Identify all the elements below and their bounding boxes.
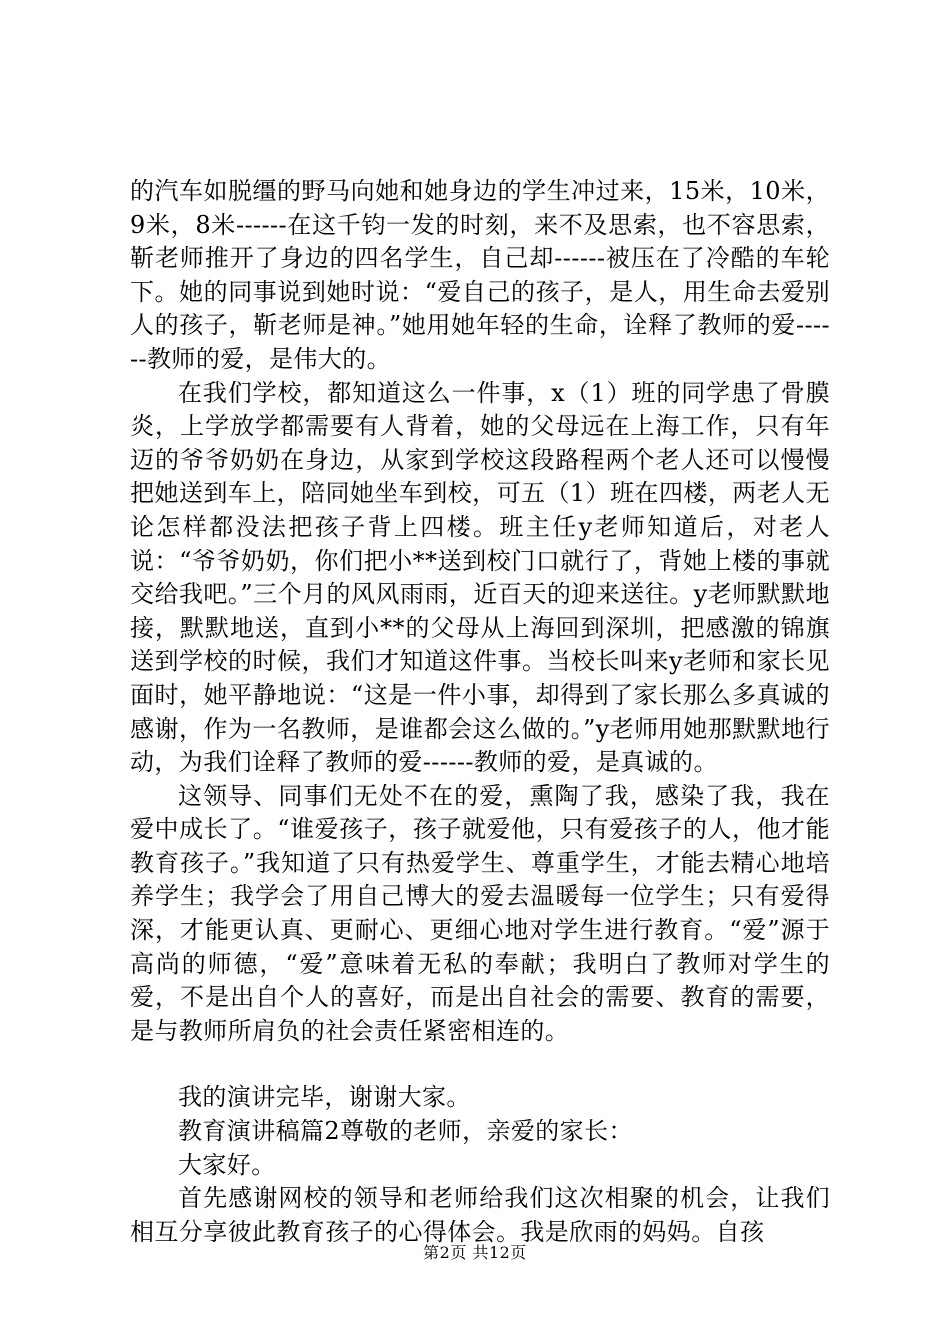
paragraph-reflection: 这领导、同事们无处不在的爱，熏陶了我，感染了我，我在爱中成长了。“谁爱孩子，孩子就爱他，只有爱孩子的人，他才能教育孩子。”我知道了只有热爱学生、尊重学生，才能去精心地培养学生；我学会了用自己博大的爱去温暖每一位学生；只有爱得深，才能更认真、更耐心、更细心地对学生进行教育。“爱”源于高尚的师德，“爱”意味着无私的奉献；我明白了教师对学生的爱，不是出自个人的喜好，而是出自社会的需要、教育的需要，是与教师所肩负的社会责任紧密相连的。 <box>130 781 830 1045</box>
paragraph-opening: 首先感谢网校的领导和老师给我们这次相聚的机会，让我们相互分享彼此教育孩子的心得体会。我是欣雨的妈妈。自孩 <box>130 1184 830 1246</box>
section-heading: 教育演讲稿篇2尊敬的老师，亲爱的家长： <box>178 1117 633 1146</box>
closing-line: 我的演讲完毕，谢谢大家。 <box>178 1083 471 1112</box>
greeting-line: 大家好。 <box>178 1150 276 1179</box>
document-body <box>130 175 830 1249</box>
paragraph-continuation: 的汽车如脱缰的野马向她和她身边的学生冲过来，15米，10米，9米，8米------在这千钧一发的时刻，来不及思索，也不容思索，靳老师推开了身边的四名学生，自己却------被压在了冷酷的车轮下。她的同事说到她时说：“爱自己的孩子，是人，用生命去爱别人的孩子，靳老师是神。”她用她年轻的生命，诠释了教师的爱------教师的爱，是伟大的。 <box>130 177 830 373</box>
paragraph-story: 在我们学校，都知道这么一件事，x（1）班的同学患了骨膜炎，上学放学都需要有人背着，她的父母远在上海工作，只有年迈的爷爷奶奶在身边，从家到学校这段路程两个老人还可以慢慢把她送到车上，陪同她坐车到校，可五（1）班在四楼，两老人无论怎样都没法把孩子背上四楼。班主任y老师知道后，对老人说：“爷爷奶奶，你们把小**送到校门口就行了，背她上楼的事就交给我吧。”三个月的风风雨雨，近百天的迎来送往。y老师默默地接，默默地送，直到小**的父母从上海回到深圳，把感激的锦旗送到学校的时候，我们才知道这件事。当校长叫来y老师和家长见面时，她平静地说：“这是一件小事，却得到了家长那么多真诚的感谢，作为一名教师，是谁都会这么做的。”y老师用她那默默地行动，为我们诠释了教师的爱------教师的爱，是真诚的。 <box>130 378 830 777</box>
page-number-footer: 第2页 共12页 <box>423 1243 527 1262</box>
